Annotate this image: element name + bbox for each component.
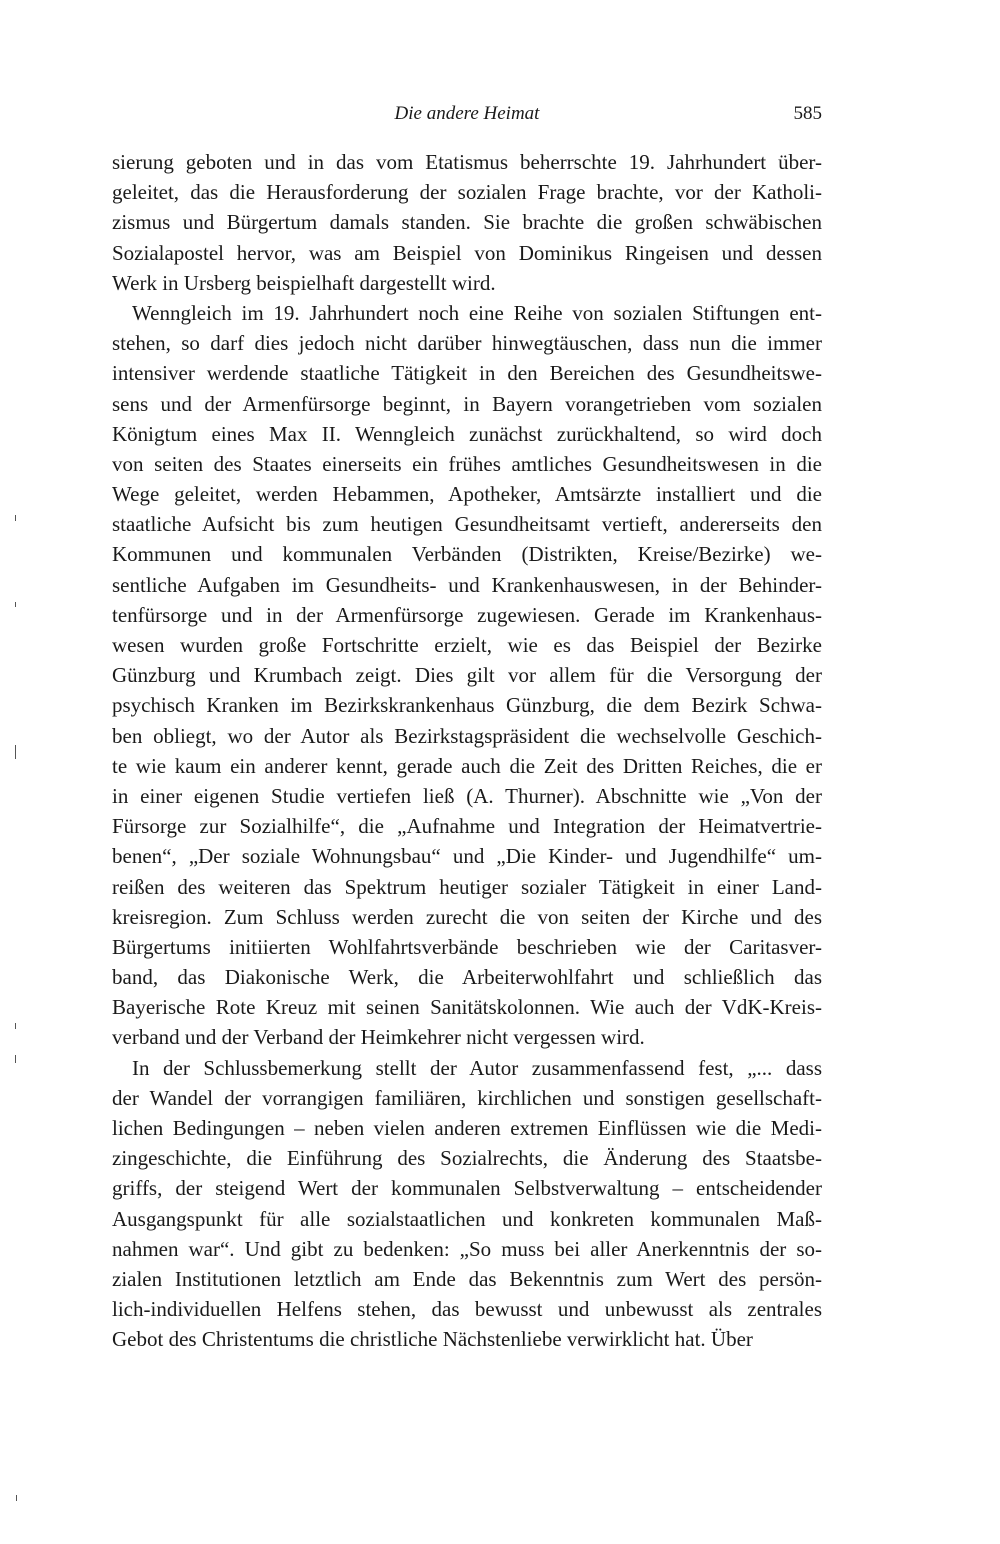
text-line: Fürsorge zur Sozialhilfe“, die „Aufnahme und Integration der Heimatvertrie-	[112, 814, 822, 839]
text-line: Sozialapostel hervor, was am Beispiel von Dominikus Ringeisen und dessen	[112, 240, 822, 265]
text-line: Bayerische Rote Kreuz mit seinen Sanitätskolonnen. Wie auch der VdK-Kreis-	[112, 995, 822, 1020]
body-text	[112, 147, 822, 1355]
scan-artifact	[15, 602, 16, 607]
text-line: Ausgangspunkt für alle sozialstaatlichen und konkreten kommunalen Maß-	[112, 1206, 822, 1231]
text-line: Günzburg und Krumbach zeigt. Dies gilt vor allem für die Versorgung der	[112, 663, 822, 688]
text-line: Wege geleitet, werden Hebammen, Apotheker, Amtsärzte installiert und die	[112, 482, 822, 507]
text-line: ben obliegt, wo der Autor als Bezirkstagspräsident die wechselvolle Geschich-	[112, 723, 822, 748]
text-line: stehen, so darf dies jedoch nicht darüber hinwegtäuschen, dass nun die immer	[112, 331, 822, 356]
text-line: sierung geboten und in das vom Etatismus beherrschte 19. Jahrhundert über-	[112, 150, 822, 174]
text-line: griffs, der steigend Wert der kommunalen Selbstverwaltung – entscheidender	[112, 1176, 822, 1201]
text-line: benen“, „Der soziale Wohnungsbau“ und „Die Kinder- und Jugendhilfe“ um-	[112, 844, 822, 869]
text-line: in einer eigenen Studie vertiefen ließ (A. Thurner). Abschnitte wie „Von der	[112, 783, 822, 808]
running-head	[112, 100, 822, 128]
text-line: In der Schlussbemerkung stellt der Autor zusammenfassend fest, „... dass	[132, 1055, 822, 1080]
paragraph	[112, 298, 822, 1053]
text-line: zingeschichte, die Einführung des Sozialrechts, die Änderung des Staatsbe-	[112, 1146, 822, 1171]
scan-artifact	[15, 745, 16, 759]
paragraph	[112, 147, 822, 298]
text-line: Gebot des Christentums die christliche Nächstenliebe verwirklicht hat. Über	[112, 1327, 753, 1352]
page-number: 585	[793, 103, 822, 124]
text-line: te wie kaum ein anderer kennt, gerade auch die Zeit des Dritten Reiches, die er	[112, 753, 822, 778]
text-line: Königtum eines Max II. Wenngleich zunächst zurückhaltend, so wird doch	[112, 421, 822, 446]
scan-artifact	[15, 1023, 16, 1029]
scan-artifact	[15, 515, 16, 521]
text-line: band, das Diakonische Werk, die Arbeiterwohlfahrt und schließlich das	[112, 965, 822, 990]
text-line: wesen wurden große Fortschritte erzielt, wie es das Beispiel der Bezirke	[112, 633, 822, 657]
text-line: von seiten des Staates einerseits ein frühes amtliches Gesundheitswesen in die	[112, 451, 822, 476]
text-line: lich-individuellen Helfens stehen, das bewusst und unbewusst als zentrales	[112, 1297, 822, 1322]
text-line: Kommunen und kommunalen Verbänden (Distrikten, Kreise/Bezirke) we-	[112, 542, 822, 567]
text-line: tenfürsorge und in der Armenfürsorge zugewiesen. Gerade im Krankenhaus-	[112, 602, 822, 627]
text-line: Bürgertums initiierten Wohlfahrtsverbände beschrieben wie der Caritasver-	[112, 934, 822, 959]
text-line: nahmen war“. Und gibt zu bedenken: „So muss bei aller Anerkenntnis der so-	[112, 1236, 822, 1261]
paragraph	[112, 1053, 822, 1355]
text-line: Wenngleich im 19. Jahrhundert noch eine Reihe von sozialen Stiftungen ent-	[132, 300, 822, 325]
scan-artifact	[16, 1495, 17, 1501]
text-line: lichen Bedingungen – neben vielen anderen extremen Einflüssen wie die Medi-	[112, 1116, 822, 1140]
text-line: sentliche Aufgaben im Gesundheits- und Krankenhauswesen, in der Behinder-	[112, 572, 822, 597]
text-line: intensiver werdende staatliche Tätigkeit in den Bereichen des Gesundheitswe-	[112, 361, 822, 386]
text-line: geleitet, das die Herausforderung der sozialen Frage brachte, vor der Katholi-	[112, 180, 822, 205]
text-line: Werk in Ursberg beispielhaft dargestellt wird.	[112, 270, 496, 295]
text-line: zialen Institutionen letztlich am Ende das Bekenntnis zum Wert des persön-	[112, 1266, 822, 1291]
text-line: staatliche Aufsicht bis zum heutigen Gesundheitsamt vertieft, andererseits den	[112, 512, 822, 537]
text-line: verband und der Verband der Heimkehrer nicht vergessen wird.	[112, 1025, 645, 1050]
text-line: der Wandel der vorrangigen familiären, kirchlichen und sonstigen gesellschaft-	[112, 1085, 822, 1110]
text-line: kreisregion. Zum Schluss werden zurecht die von seiten der Kirche und des	[112, 904, 822, 929]
text-line: sens und der Armenfürsorge beginnt, in Bayern vorangetrieben vom sozialen	[112, 391, 822, 416]
scan-artifact	[15, 1055, 16, 1063]
text-line: reißen des weiteren das Spektrum heutiger sozialer Tätigkeit in einer Land-	[112, 874, 822, 899]
text-line: psychisch Kranken im Bezirkskrankenhaus Günzburg, die dem Bezirk Schwa-	[112, 693, 822, 718]
running-title: Die andere Heimat	[394, 103, 540, 124]
text-line: zismus und Bürgertum damals standen. Sie brachte die großen schwäbischen	[112, 210, 822, 235]
